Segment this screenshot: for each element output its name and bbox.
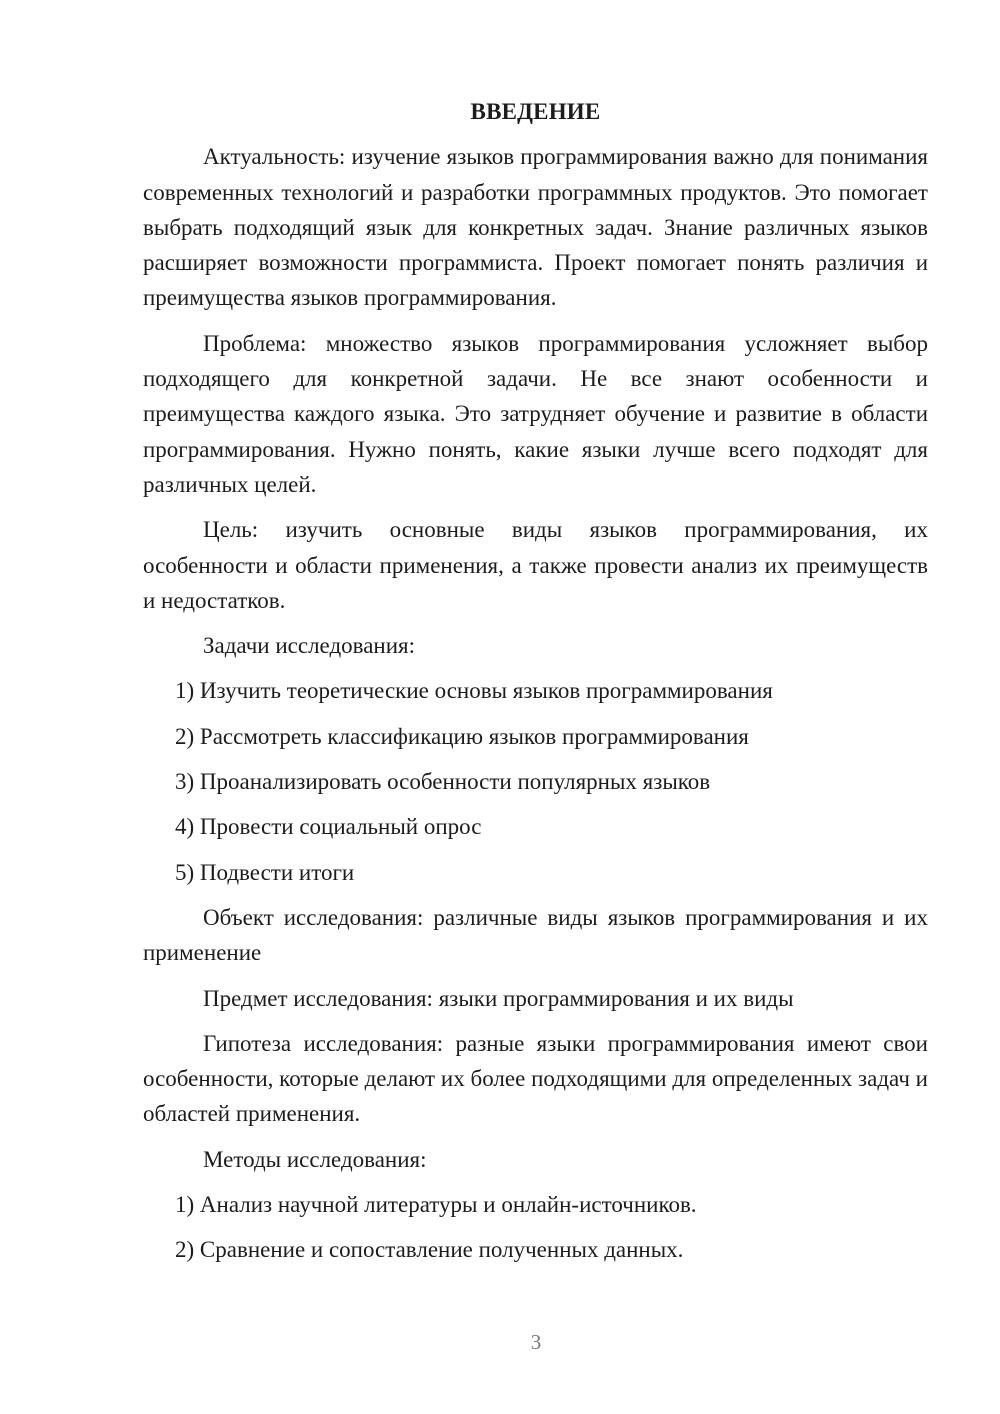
- page-number: 3: [530, 1330, 542, 1354]
- hypothesis-paragraph: Гипотеза исследования: разные языки программирования имеют свои особенности, которые делают их более подходящими для определенных задач и областей применения.: [143, 1030, 928, 1127]
- task-item: 1) Изучить теоретические основы языков программирования: [175, 678, 773, 704]
- goal-paragraph: Цель: изучить основные виды языков программирования, их особенности и области применения, а также провести анализ их преимуществ и недостатков.: [143, 517, 928, 613]
- methods-title: Методы исследования:: [203, 1146, 427, 1172]
- tasks-title: Задачи исследования:: [203, 633, 416, 659]
- section-heading: ВВЕДЕНИЕ: [470, 99, 601, 124]
- problem-paragraph: Проблема: множество языков программирования усложняет выбор подходящего для конкретной задачи. Не все знают особенности и преимущества каждого языка. Это затрудняет обучение и развитие в области программирования. Нужно понять, какие языки лучше всего подходят для различных целей.: [143, 330, 928, 497]
- task-item: 3) Проанализировать особенности популярных языков: [175, 769, 711, 795]
- task-item: 4) Провести социальный опрос: [175, 814, 482, 840]
- method-item: 1) Анализ научной литературы и онлайн-источников.: [175, 1192, 697, 1218]
- relevance-paragraph: Актуальность: изучение языков программирования важно для понимания современных технологий и разработки программных продуктов. Это помогает выбрать подходящий язык для конкретных задач. Знание различных языков расширяет возможности программиста. Проект помогает понять различия и преимущества языков программирования.: [143, 144, 928, 311]
- task-item: 5) Подвести итоги: [175, 859, 355, 885]
- object-paragraph: Объект исследования: различные виды языков программирования и их применение: [143, 904, 928, 966]
- subject-paragraph: Предмет исследования: языки программирования и их виды: [203, 985, 794, 1011]
- task-item: 2) Рассмотреть классификацию языков программирования: [175, 723, 749, 749]
- method-item: 2) Сравнение и сопоставление полученных данных.: [175, 1237, 684, 1263]
- page-body: [143, 94, 928, 1268]
